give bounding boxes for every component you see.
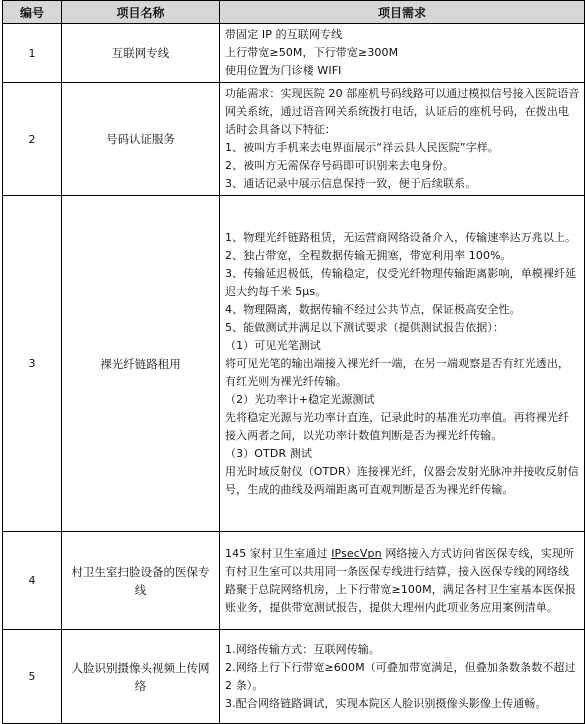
project-requirements [220, 630, 585, 724]
project-name: 互联网专线 [62, 24, 220, 83]
requirement-line: （3）OTDR 测试 [225, 446, 312, 460]
requirement-line: 用光时域反射仪（OTDR）连接裸光纤，仪器会发射光脉冲并接收反射信号，生成的曲线及两端距离可直观判断是否为裸光纤传输。 [225, 464, 579, 496]
requirement-line: （2）光功率计+稳定光源测试 [225, 392, 375, 406]
requirement-line: 4、物理隔离，数据传输不经过公共节点，保证极高安全性。 [225, 302, 521, 316]
requirement-line: 上行带宽≥50M，下行带宽≥300M [225, 46, 399, 59]
requirement-line: 5、能做测试并满足以下测试要求（提供测试报告依据）： [225, 320, 505, 334]
requirement-line: 3、通话记录中展示信息保持一致，便于后续联系。 [225, 177, 477, 190]
requirement-line: 使用位置为门诊楼 WIFI [225, 64, 342, 77]
table-header-row [3, 1, 585, 24]
header-project-requirements: 项目需求 [220, 1, 585, 24]
project-name: 号码认证服务 [62, 83, 220, 196]
requirement-line: 1、被叫方手机来去电界面展示“祥云县人民医院”字样。 [225, 141, 499, 154]
requirements-table [2, 0, 585, 724]
requirement-line: 带固定 IP 的互联网专线 [225, 28, 343, 41]
requirement-line: 功能需求：实现医院 20 部座机号码线路可以通过模拟信号接入医院语音网关系统，通过语音网关系统拨打电话，认证后的座机号码，在拨出电话时会具备以下特征： [225, 87, 580, 136]
requirement-line: 3.配合网络链路调试，实现本院区人脸识别摄像头影像上传通畅。 [225, 696, 547, 710]
requirement-line: 1.网络传输方式：互联网传输。 [225, 642, 380, 656]
requirement-line: 将可见光笔的输出端接入裸光纤一端，在另一端观察是否有红光透出，有红光则为裸光纤传输。 [225, 356, 570, 388]
requirement-text: 145 家村卫生室通过 [225, 546, 332, 560]
project-name: 村卫生室扫脸设备的医保专线 [62, 532, 220, 630]
project-name: 裸光纤链路租用 [62, 196, 220, 532]
requirement-line: 3、传输延迟极低，传输稳定，仅受光纤物理传输距离影响，单模裸纤延迟大约每千米 5μs。 [225, 266, 577, 298]
table-row [3, 532, 585, 630]
requirement-line: 1、物理光纤链路租赁，无运营商网络设备介入，传输速率达万兆以上。 [225, 230, 577, 244]
header-project-name: 项目名称 [62, 1, 220, 24]
requirement-paragraph [225, 545, 580, 617]
table-row [3, 24, 585, 83]
requirement-line: 先将稳定光源与光功率计直连，记录此时的基准光功率值。再将裸光纤接入两者之间，以光功率计数值判断是否为裸光纤传输。 [225, 410, 570, 442]
row-number: 1 [3, 24, 62, 83]
project-requirements [220, 196, 585, 532]
row-number: 3 [3, 196, 62, 532]
project-requirements [220, 532, 585, 630]
requirement-line: 2、被叫方无需保存号码即可识别来去电身份。 [225, 159, 455, 172]
row-number: 5 [3, 630, 62, 724]
vpn-term: IPsecVpn [331, 546, 382, 560]
header-number: 编号 [3, 1, 62, 24]
row-number: 4 [3, 532, 62, 630]
project-requirements [220, 24, 585, 83]
requirement-line: 2.网络上行下行带宽≥600M（可叠加带宽满足，但叠加条数条数不超过 2 条）。 [225, 660, 576, 692]
row-number: 2 [3, 83, 62, 196]
project-requirements [220, 83, 585, 196]
project-name: 人脸识别摄像头视频上传网络 [62, 630, 220, 724]
table-row [3, 83, 585, 196]
table-row [3, 630, 585, 724]
requirement-line: （1）可见光笔测试 [225, 338, 321, 352]
table-row [3, 196, 585, 532]
requirement-text: 网络接入方式访问省医保专线，实现所有村卫生室可以共用同一条医保专线进行结算，接入医保专线的网络线路聚于总院网络机房，上下行带宽≥100M，满足各村卫生室基本医保报账业务，提供带宽测试报告，提供大理州内此项业务应用案例清单。 [225, 546, 577, 614]
requirement-line: 2、独占带宽，全程数据传输无拥塞，带宽利用率 100%。 [225, 248, 512, 262]
